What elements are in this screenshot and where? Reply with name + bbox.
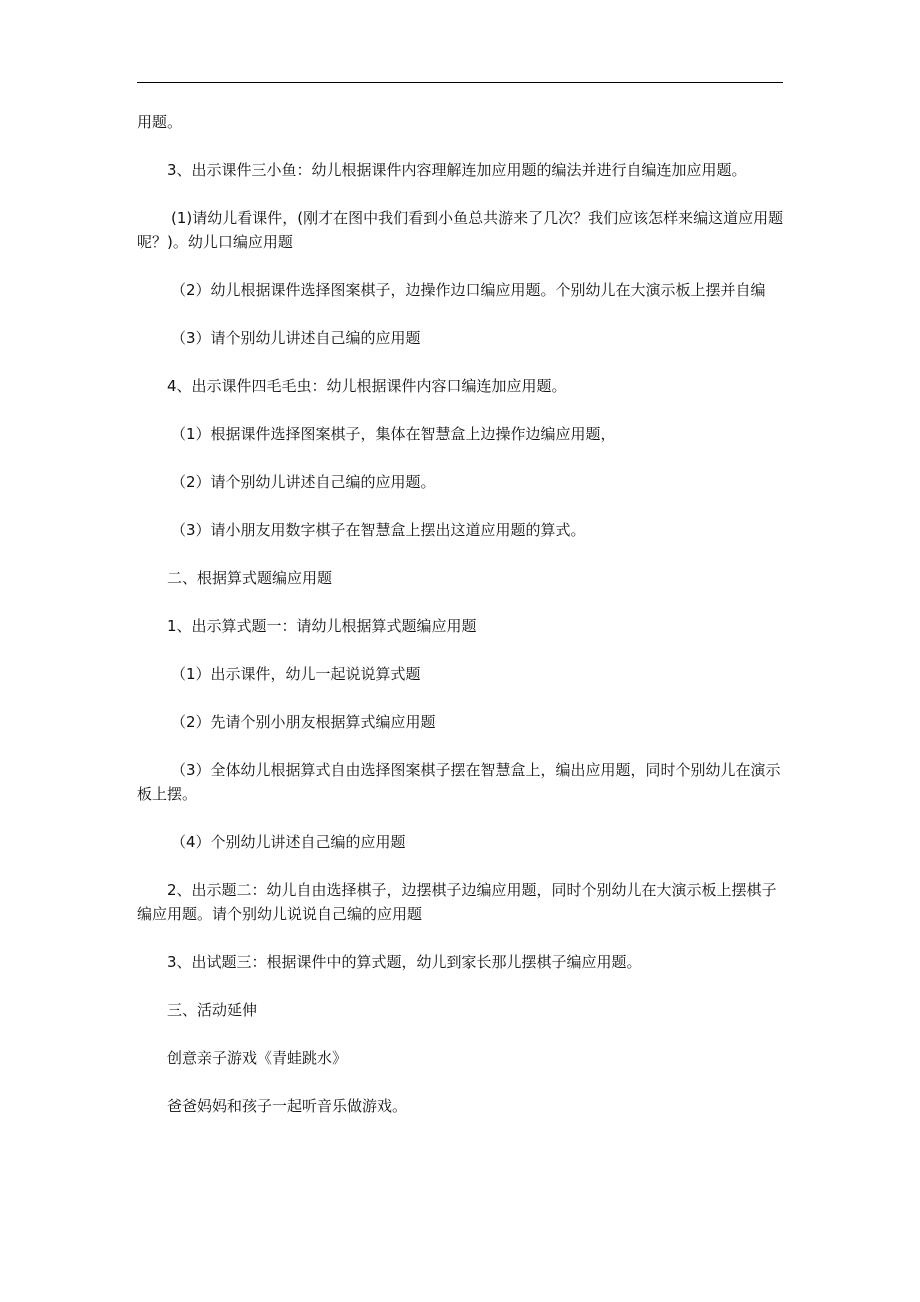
paragraph: （2）先请个别小朋友根据算式编应用题 (171, 713, 436, 731)
paragraph: 创意亲子游戏《青蛙跳水》 (167, 1049, 348, 1067)
paragraph: 用题。 (137, 113, 183, 131)
paragraph: 4、出示课件四毛毛虫：幼儿根据课件内容口编连加应用题。 (167, 377, 567, 395)
paragraph: （2）请个别幼儿讲述自己编的应用题。 (171, 473, 436, 491)
paragraph: （1）根据课件选择图案棋子，集体在智慧盒上边操作边编应用题， (171, 425, 616, 443)
paragraph: （1）出示课件，幼儿一起说说算式题 (171, 665, 421, 683)
paragraph: （3）全体幼儿根据算式自由选择图案棋子摆在智慧盒上，编出应用题，同时个别幼儿在演示板上摆。 (137, 761, 781, 803)
paragraph: 3、出示课件三小鱼：幼儿根据课件内容理解连加应用题的编法并进行自编连加应用题。 (167, 161, 747, 179)
document-body (137, 110, 787, 1142)
paragraph: （3）请小朋友用数字棋子在智慧盒上摆出这道应用题的算式。 (171, 521, 586, 539)
section-heading: 二、根据算式题编应用题 (167, 569, 333, 587)
paragraph: （4）个别幼儿讲述自己编的应用题 (171, 833, 406, 851)
paragraph: （2）幼儿根据课件选择图案棋子，边操作边口编应用题。个别幼儿在大演示板上摆并自编 (171, 281, 766, 299)
paragraph: 1、出示算式题一：请幼儿根据算式题编应用题 (167, 617, 477, 635)
paragraph: (1)请幼儿看课件，(刚才在图中我们看到小鱼总共游来了几次？我们应该怎样来编这道应用题呢？)。幼儿口编应用题 (137, 209, 784, 251)
section-heading: 三、活动延伸 (167, 1001, 258, 1019)
paragraph: 3、出试题三：根据课件中的算式题，幼儿到家长那儿摆棋子编应用题。 (167, 953, 642, 971)
paragraph: 2、出示题二：幼儿自由选择棋子，边摆棋子边编应用题，同时个别幼儿在大演示板上摆棋子编应用题。请个别幼儿说说自己编的应用题 (137, 881, 777, 923)
paragraph: 爸爸妈妈和孩子一起听音乐做游戏。 (167, 1097, 408, 1115)
paragraph: （3）请个别幼儿讲述自己编的应用题 (171, 329, 421, 347)
header-rule (137, 82, 783, 83)
